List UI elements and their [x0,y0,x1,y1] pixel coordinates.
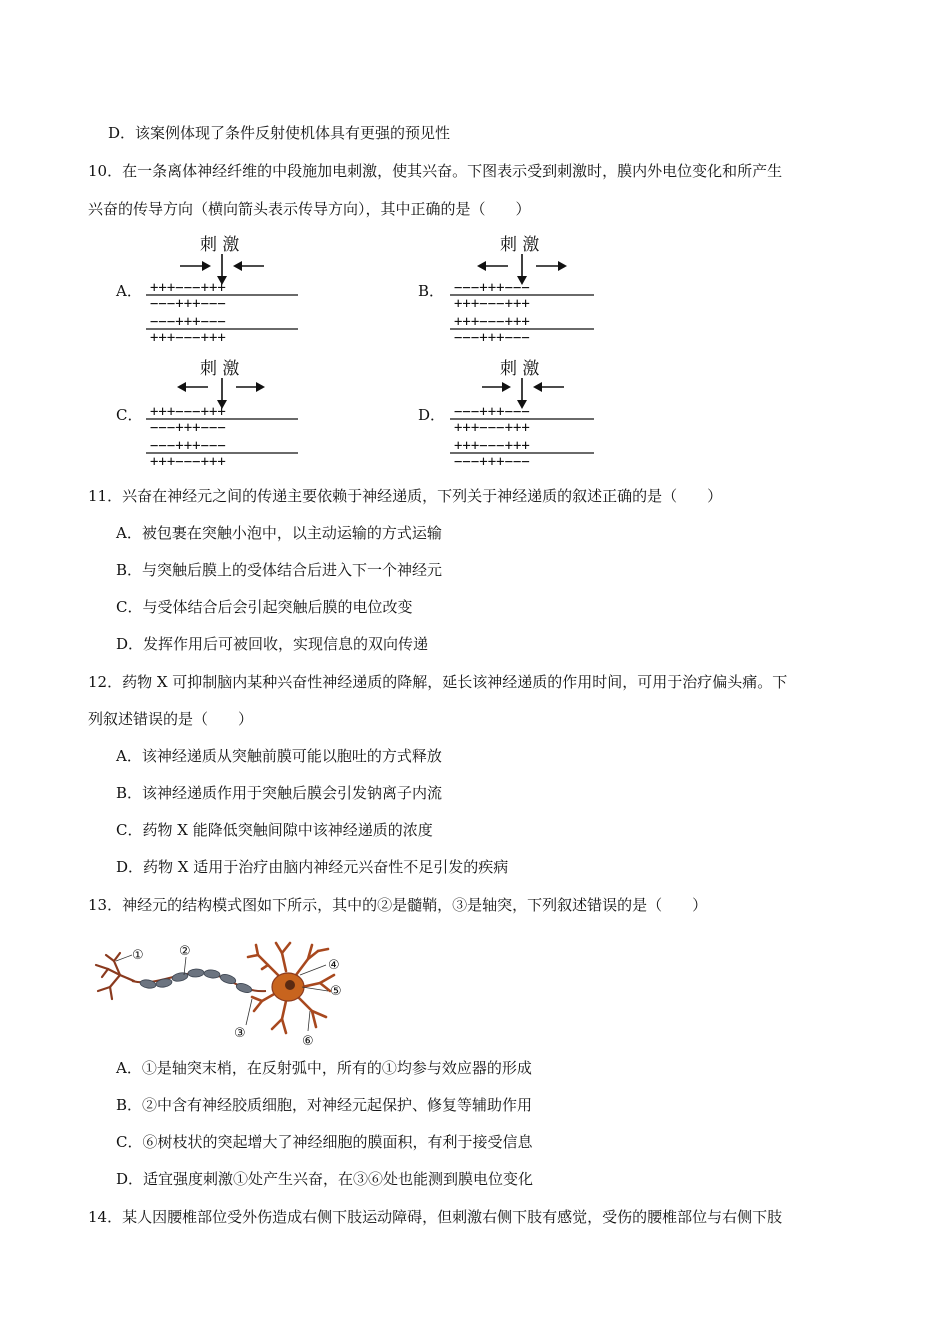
q10-stem-line2: 兴奋的传导方向（横向箭头表示传导方向），其中正确的是（ ） [88,200,531,218]
q10-diagram-a [140,232,310,347]
q13-option-d: D．适宜强度刺激①处产生兴奋，在③⑥处也能测到膜电位变化 [116,1170,534,1188]
q10-option-b-label: B． [418,282,445,300]
q11-option-c: C．与受体结合后会引起突触后膜的电位改变 [116,598,413,616]
label-4: ④ [328,958,340,973]
q9-option-d: D．该案例体现了条件反射使机体具有更强的预见性 [108,124,451,142]
membrane-row-2: +++−−−+++ [454,296,530,312]
q11-option-a: A．被包裹在突触小泡中，以主动运输的方式运输 [116,524,442,542]
membrane-row-3: −−−+++−−− [150,314,226,330]
q12-option-a: A．该神经递质从突触前膜可能以胞吐的方式释放 [116,747,442,765]
membrane-row-3: −−−+++−−− [150,438,226,454]
label-2: ② [179,944,191,959]
q12-option-d: D．药物 X 适用于治疗由脑内神经元兴奋性不足引发的疾病 [116,858,509,876]
membrane-row-2: −−−+++−−− [150,420,226,436]
q11-option-d: D．发挥作用后可被回收，实现信息的双向传递 [116,635,429,653]
membrane-row-1: −−−+++−−− [454,280,530,296]
label-5: ⑤ [330,984,342,999]
q12-stem-line2: 列叙述错误的是（ ） [88,710,254,728]
q14-stem: 14．某人因腰椎部位受外伤造成右侧下肢运动障碍，但刺激右侧下肢有感觉，受伤的腰椎部位与右侧下肢 [88,1208,783,1226]
stimulus-label: 刺 激 [500,235,540,255]
q12-option-b: B．该神经递质作用于突触后膜会引发钠离子内流 [116,784,443,802]
nucleus [285,980,295,990]
q12-stem-line1: 12．药物 X 可抑制脑内某种兴奋性神经递质的降解，延长该神经递质的作用时间，可用于治疗偏头痛。下 [88,673,788,691]
q11-stem: 11．兴奋在神经元之间的传递主要依赖于神经递质，下列关于神经递质的叙述正确的是（ ） [88,487,723,505]
label-6: ⑥ [302,1034,314,1049]
q10-diagram-d [444,356,614,471]
membrane-row-1: −−−+++−−− [454,404,530,420]
q10-stem-line1: 10．在一条离体神经纤维的中段施加电刺激，使其兴奋。下图表示受到刺激时，膜内外电位变化和所产生 [88,162,783,180]
membrane-row-2: −−−+++−−− [150,296,226,312]
q13-option-c: C．⑥树枝状的突起增大了神经细胞的膜面积，有利于接受信息 [116,1133,533,1151]
q10-diagram-c [140,356,310,471]
q13-option-b: B．②中含有神经胶质细胞，对神经元起保护、修复等辅助作用 [116,1096,533,1114]
membrane-row-2: +++−−−+++ [454,420,530,436]
membrane-row-1: +++−−−+++ [150,404,226,420]
membrane-row-4: −−−+++−−− [454,454,530,470]
q13-stem: 13．神经元的结构模式图如下所示，其中的②是髓鞘，③是轴突，下列叙述错误的是（ ） [88,896,708,914]
axon-terminal [96,953,134,999]
q10-diagram-b [444,232,614,347]
q10-option-c-label: C． [116,406,143,424]
stimulus-label: 刺 激 [500,359,540,379]
membrane-row-4: +++−−−+++ [150,330,226,346]
q13-option-a: A．①是轴突末梢，在反射弧中，所有的①均参与效应器的形成 [116,1059,532,1077]
q10-option-d-label: D． [418,406,446,424]
stimulus-label: 刺 激 [200,235,240,255]
q12-option-c: C．药物 X 能降低突触间隙中该神经递质的浓度 [116,821,433,839]
q10-option-a-label: A． [116,282,142,300]
membrane-row-3: +++−−−+++ [454,438,530,454]
membrane-row-4: −−−+++−−− [454,330,530,346]
membrane-row-3: +++−−−+++ [454,314,530,330]
label-1: ① [132,948,144,963]
label-3: ③ [234,1026,246,1041]
q11-option-b: B．与突触后膜上的受体结合后进入下一个神经元 [116,561,443,579]
membrane-row-4: +++−−−+++ [150,454,226,470]
stimulus-label: 刺 激 [200,359,240,379]
membrane-row-1: +++−−−+++ [150,280,226,296]
neuron-diagram [86,935,356,1054]
